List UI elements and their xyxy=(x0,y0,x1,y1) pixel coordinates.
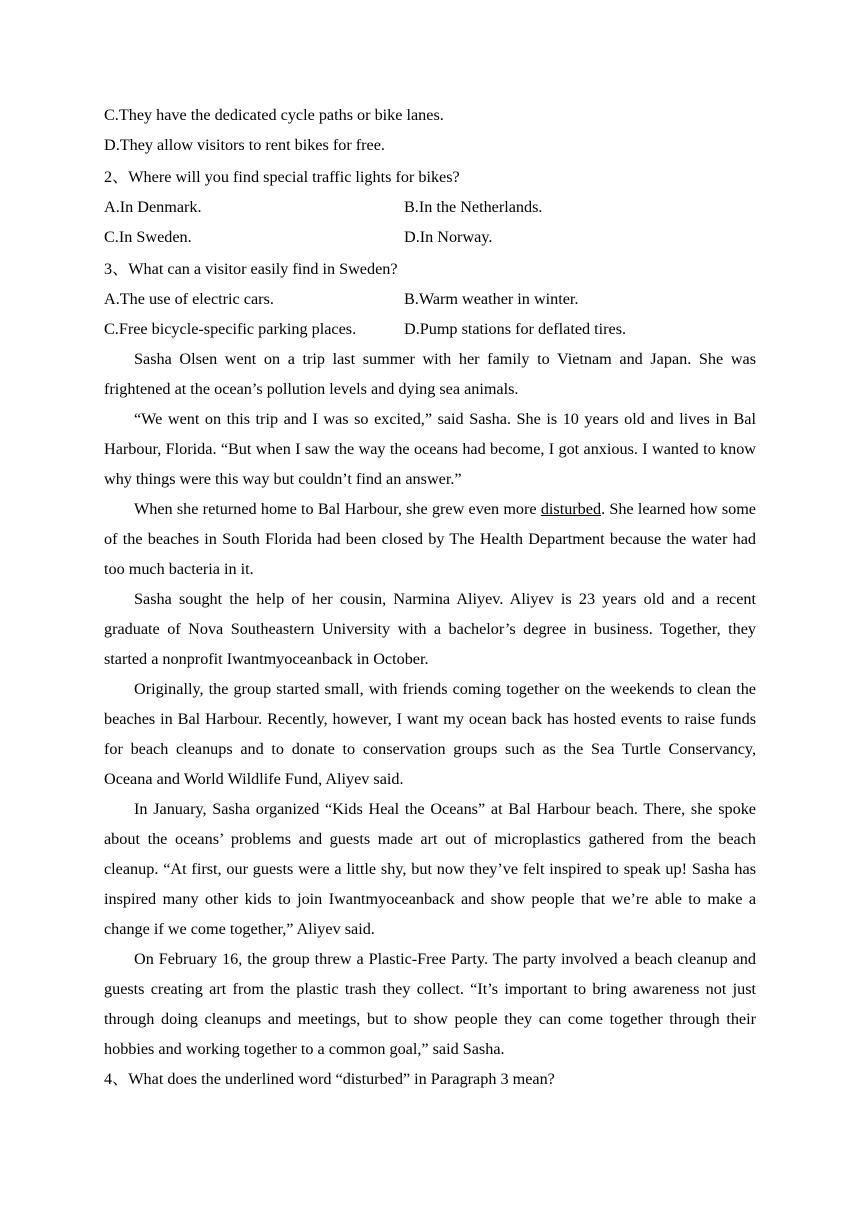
q3-option-a: A.The use of electric cars. xyxy=(104,290,274,308)
passage-paragraph-6: In January, Sasha organized “Kids Heal the Oceans” at Bal Harbour beach. There, she spoke about the oceans’ problems and guests made art out of microplastics gathered from the beach cleanup. “At first, our guests were a little shy, but now they’ve felt inspired to speak up! Sasha has inspired many other kids to join Iwantmyoceanback and show people that we’re able to make a change if we come together,” Aliyev said. xyxy=(104,800,756,938)
q2-option-a: A.In Denmark. xyxy=(104,198,202,216)
q1-option-d: D.They allow visitors to rent bikes for free. xyxy=(104,136,385,154)
passage-paragraph-4: Sasha sought the help of her cousin, Narmina Aliyev. Aliyev is 23 years old and a recent graduate of Nova Southeastern University with a bachelor’s degree in business. Together, they started a nonprofit Iwantmyoceanback in October. xyxy=(104,590,756,668)
q3-options-row-1 xyxy=(104,284,756,314)
q2-option-c: C.In Sweden. xyxy=(104,228,192,246)
q2-options-row-2 xyxy=(104,222,756,252)
underlined-word-disturbed: disturbed xyxy=(540,500,602,518)
q3-question: 3、What can a visitor easily find in Sweden? xyxy=(104,260,398,278)
q2-options-row-1 xyxy=(104,192,756,222)
q2-question: 2、Where will you find special traffic lights for bikes? xyxy=(104,168,460,186)
p3-text-after: . She learned how some of the beaches in South Florida had been closed by The Health Department because the water had too much bacteria in it. xyxy=(104,500,756,578)
passage-paragraph-1: Sasha Olsen went on a trip last summer with her family to Vietnam and Japan. She was frightened at the ocean’s pollution levels and dying sea animals. xyxy=(104,350,756,398)
passage-paragraph-5: Originally, the group started small, with friends coming together on the weekends to clean the beaches in Bal Harbour. Recently, however, I want my ocean back has hosted events to raise funds for beach cleanups and to donate to conservation groups such as the Sea Turtle Conservancy, Oceana and World Wildlife Fund, Aliyev said. xyxy=(104,680,756,788)
q2-option-d: D.In Norway. xyxy=(404,228,493,246)
q3-option-b: B.Warm weather in winter. xyxy=(404,290,579,308)
q2-option-b: B.In the Netherlands. xyxy=(404,198,543,216)
q3-option-d: D.Pump stations for deflated tires. xyxy=(404,320,627,338)
passage-paragraph-3 xyxy=(104,494,756,584)
q1-option-c: C.They have the dedicated cycle paths or bike lanes. xyxy=(104,106,444,124)
p3-text-before: When she returned home to Bal Harbour, she grew even more xyxy=(134,500,541,518)
passage-paragraph-7: On February 16, the group threw a Plastic-Free Party. The party involved a beach cleanup and guests creating art from the plastic trash they collect. “It’s important to bring awareness not just through doing cleanups and meetings, but to show people they can come together through their hobbies and working together to a common goal,” said Sasha. xyxy=(104,950,756,1058)
q4-question: 4、What does the underlined word “disturbed” in Paragraph 3 mean? xyxy=(104,1070,555,1088)
passage-paragraph-2: “We went on this trip and I was so excited,” said Sasha. She is 10 years old and lives in Bal Harbour, Florida. “But when I saw the way the oceans had become, I got anxious. I wanted to know why things were this way but couldn’t find an answer.” xyxy=(104,410,756,488)
q3-options-row-2 xyxy=(104,314,756,344)
page-content xyxy=(104,100,756,1094)
q3-option-c: C.Free bicycle-specific parking places. xyxy=(104,320,357,338)
